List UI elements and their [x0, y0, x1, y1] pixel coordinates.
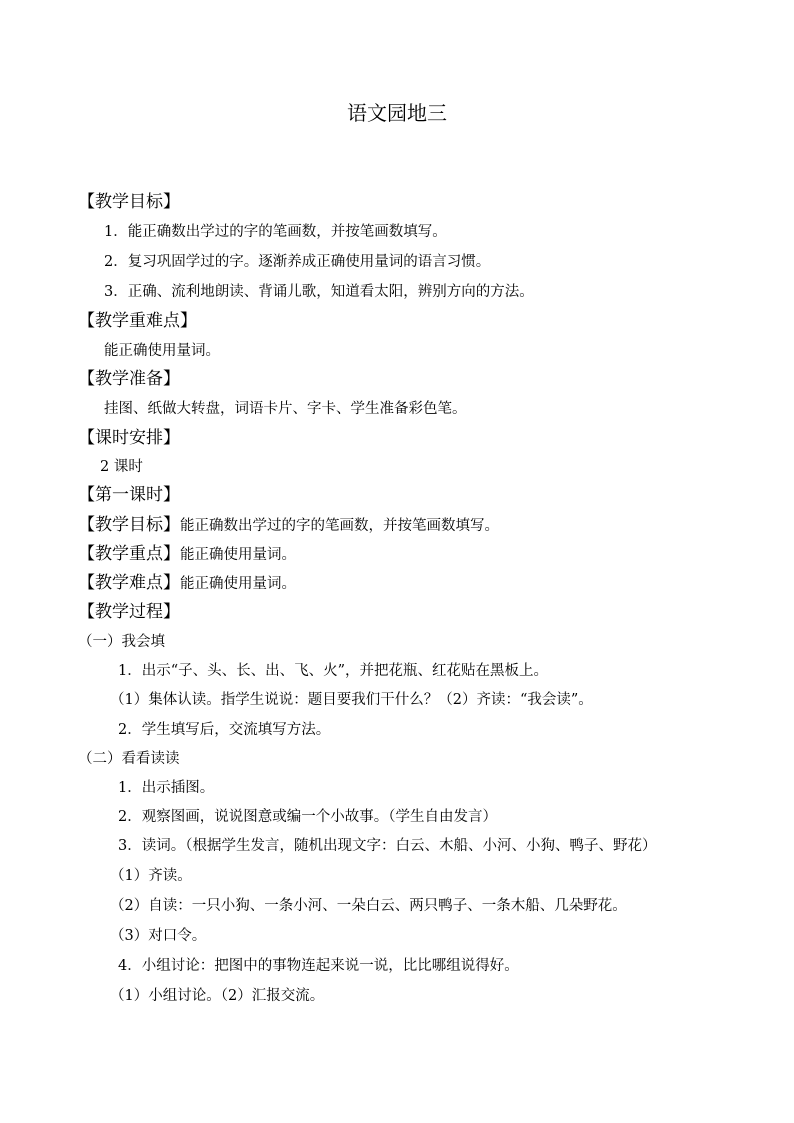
section-heading-goals: 【教学目标】 [78, 192, 180, 212]
section2-line-2: 2．观察图画，说说图意或编一个小故事。（学生自由发言） [118, 809, 497, 825]
lesson1-goal-label: 【教学目标】 [78, 515, 180, 535]
lesson1-goal [78, 514, 499, 537]
section1-line-3: 2．学生填写后，交流填写方法。 [118, 722, 331, 738]
section2-line-1: 1．出示插图。 [118, 780, 215, 796]
lesson1-difficult-text: 能正确使用量词。 [180, 576, 296, 592]
preparation-text: 挂图、纸做大转盘，词语卡片、字卡、学生准备彩色笔。 [104, 401, 467, 417]
section2-line-6: （3）对口令。 [110, 928, 207, 944]
goal-item-2: 2．复习巩固学过的字。逐渐养成正确使用量词的语言习惯。 [104, 254, 491, 270]
section2-line-4: （1）齐读。 [110, 868, 192, 884]
goal-item-3: 3．正确、流利地朗读、背诵儿歌，知道看太阳，辨别方向的方法。 [104, 284, 534, 300]
section2-line-7: 4．小组讨论：把图中的事物连起来说一说，比比哪组说得好。 [118, 958, 519, 974]
section-heading-process: 【教学过程】 [78, 602, 180, 622]
lesson1-key-text: 能正确使用量词。 [180, 547, 296, 563]
goal-item-1: 1．能正确数出学过的字的笔画数，并按笔画数填写。 [104, 224, 447, 240]
lesson1-key [78, 543, 296, 566]
section2-line-5: （2）自读：一只小狗、一条小河、一朵白云、两只鸭子、一条木船、几朵野花。 [110, 898, 627, 914]
lesson1-difficult-label: 【教学难点】 [78, 573, 180, 593]
section2-line-8: （1）小组讨论。（2）汇报交流。 [110, 988, 325, 1004]
section-heading-key-difficult: 【教学重难点】 [78, 311, 197, 331]
subsection-heading-2: （二）看看读读 [78, 751, 180, 767]
section1-line-2: （1）集体认读。指学生说说：题目要我们干什么？（2）齐读：“我会读”。 [110, 692, 593, 708]
schedule-text: 2 课时 [100, 459, 143, 475]
lesson1-key-label: 【教学重点】 [78, 544, 180, 564]
subsection-heading-1: （一）我会填 [78, 634, 165, 650]
section-heading-preparation: 【教学准备】 [78, 369, 180, 389]
lesson1-goal-text: 能正确数出学过的字的笔画数，并按笔画数填写。 [180, 518, 499, 534]
lesson1-difficult [78, 572, 296, 595]
section-heading-lesson1: 【第一课时】 [78, 485, 180, 505]
page-title: 语文园地三 [347, 101, 447, 125]
key-difficult-text: 能正确使用量词。 [104, 343, 220, 359]
section1-line-1: 1．出示“子、头、长、出、飞、火”，并把花瓶、红花贴在黑板上。 [118, 663, 549, 679]
section2-line-3: 3．读词。（根据学生发言，随机出现文字：白云、木船、小河、小狗、鸭子、野花） [118, 838, 657, 854]
section-heading-schedule: 【课时安排】 [78, 428, 180, 448]
